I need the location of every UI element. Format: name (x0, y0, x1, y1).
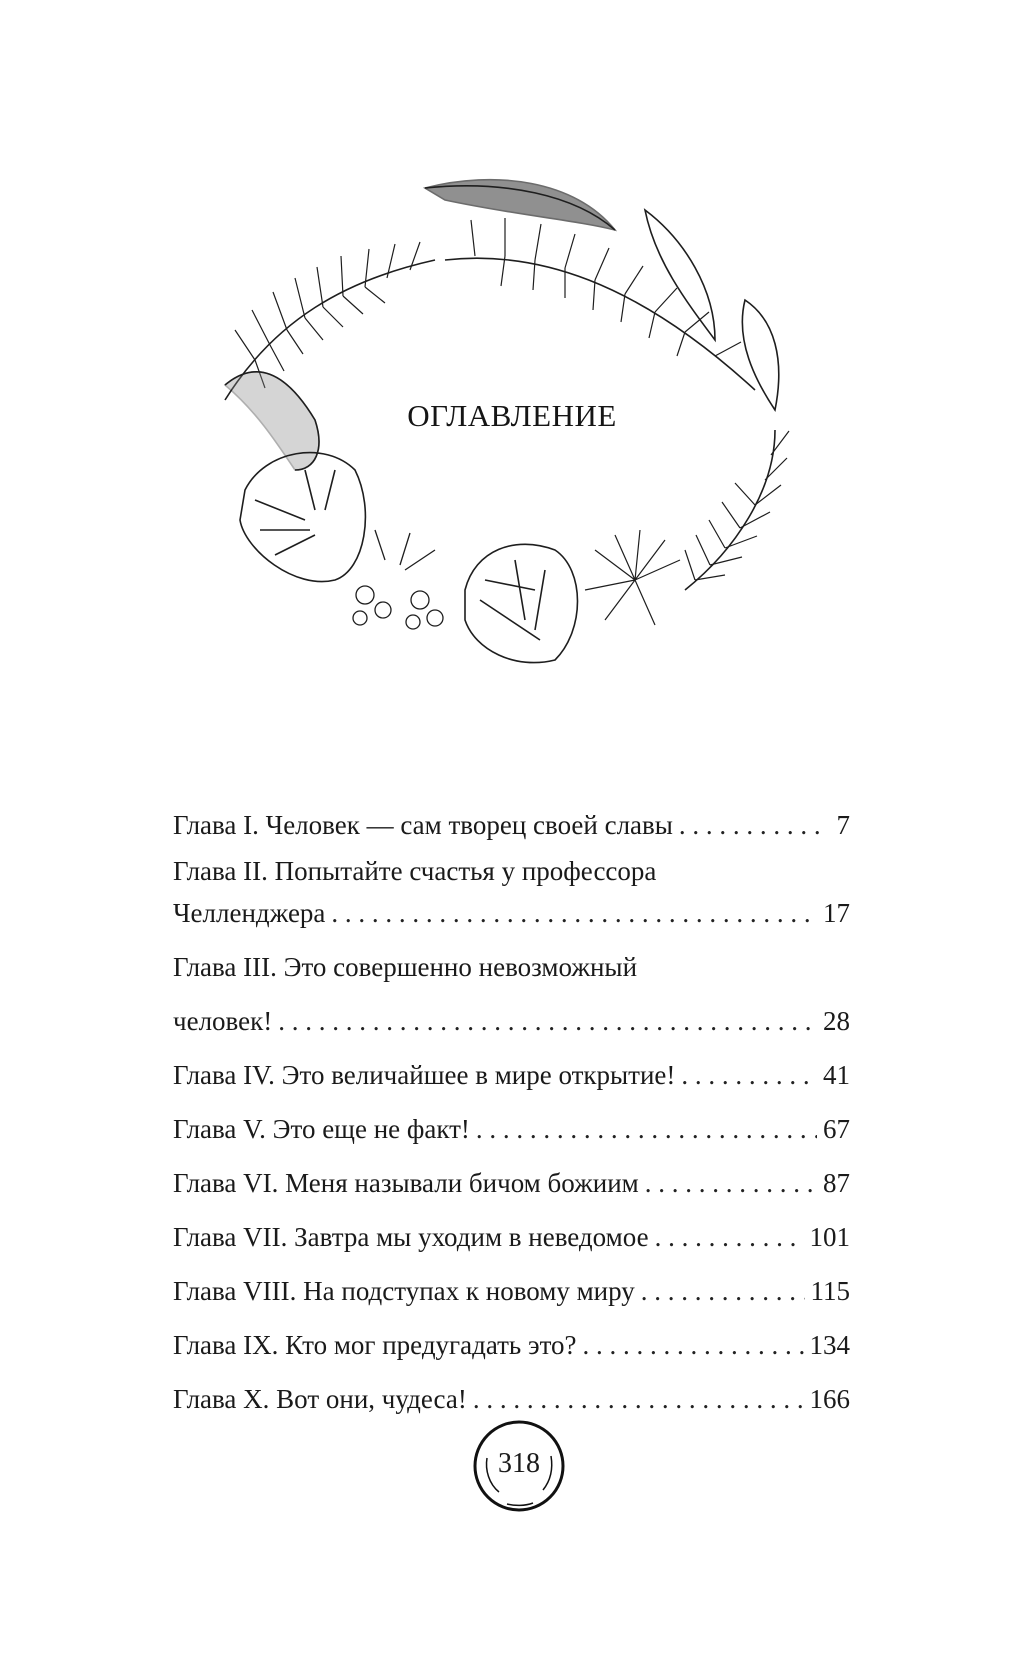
page-number-badge (471, 1418, 567, 1514)
toc-entry-title-cont: Челленджера (173, 898, 326, 928)
toc-entry[interactable] (173, 858, 850, 954)
toc-page-number: 134 (809, 1330, 850, 1360)
toc-page-number: 28 (823, 1006, 850, 1036)
toc-entry-title: Глава IX. Кто мог предугадать это? (173, 1330, 577, 1360)
toc-page-number: 7 (836, 810, 850, 840)
leader-dots (679, 812, 824, 839)
leader-dots (583, 1332, 804, 1359)
toc-entry-title: Глава IV. Это величайшее в мире открытие! (173, 1060, 676, 1090)
toc-page-number: 87 (823, 1168, 850, 1198)
leader-dots (655, 1224, 804, 1251)
leader-dots (645, 1170, 817, 1197)
page-number: 318 (498, 1448, 540, 1479)
toc-page-number: 166 (809, 1384, 850, 1414)
leader-dots (476, 1116, 817, 1143)
toc-entry-title: Глава VII. Завтра мы уходим в неведомое (173, 1222, 649, 1252)
toc-entry[interactable] (173, 1278, 850, 1332)
leader-dots (641, 1278, 805, 1305)
toc-entry-title: Глава VI. Меня называли бичом божиим (173, 1168, 639, 1198)
table-of-contents (173, 812, 850, 1440)
toc-entry[interactable] (173, 1062, 850, 1116)
toc-page-number: 115 (810, 1276, 850, 1306)
toc-entry-title: Глава I. Человек — сам творец своей славы (173, 810, 673, 840)
leader-dots (278, 1008, 817, 1035)
toc-entry-title: Глава VIII. На подступах к новому миру (173, 1276, 635, 1306)
leader-dots (681, 1062, 817, 1089)
toc-entry-title: Глава X. Вот они, чудеса! (173, 1384, 467, 1414)
toc-entry[interactable] (173, 1170, 850, 1224)
leader-dots (331, 900, 817, 927)
leader-dots (473, 1386, 804, 1413)
toc-page-number: 67 (823, 1114, 850, 1144)
toc-entry[interactable] (173, 1332, 850, 1386)
toc-page-number: 41 (823, 1060, 850, 1090)
toc-entry[interactable] (173, 1116, 850, 1170)
toc-entry[interactable] (173, 812, 850, 858)
page-title: ОГЛАВЛЕНИЕ (407, 398, 617, 433)
toc-entry-title: Глава V. Это еще не факт! (173, 1114, 470, 1144)
toc-entry-title: Глава II. Попытайте счастья у профессора (173, 856, 657, 886)
toc-entry-title-cont: человек! (173, 1006, 273, 1036)
toc-entry[interactable] (173, 954, 850, 1062)
toc-entry[interactable] (173, 1224, 850, 1278)
toc-page-number: 101 (809, 1222, 850, 1252)
toc-entry-title: Глава III. Это совершенно невозможный (173, 952, 638, 982)
toc-page-number: 17 (823, 898, 850, 928)
